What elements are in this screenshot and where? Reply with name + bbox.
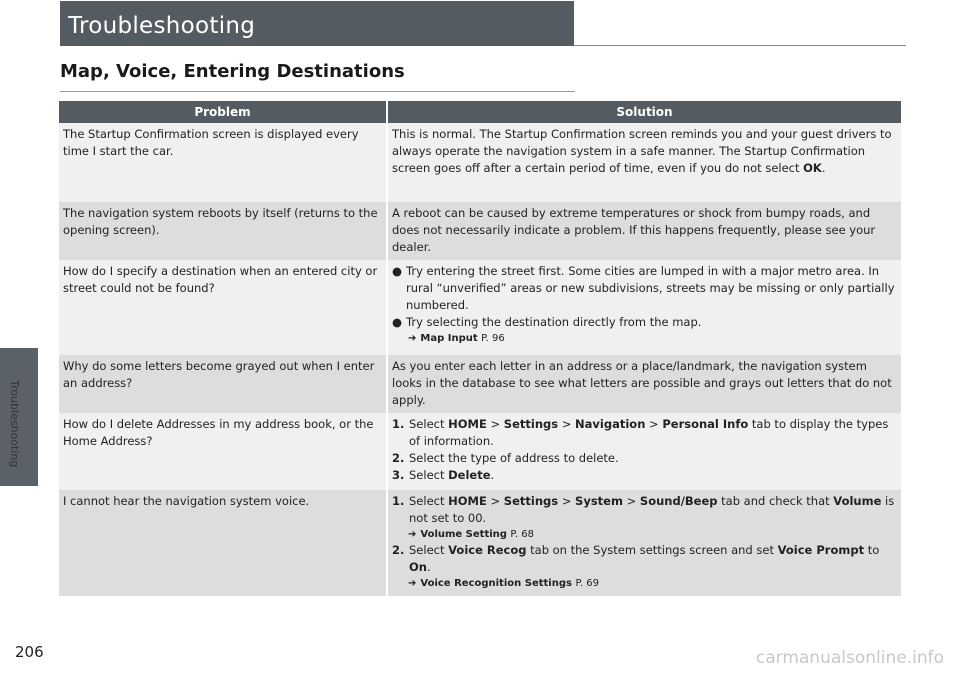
solution-cell [387,490,901,596]
section-title: Map, Voice, Entering Destinations [60,61,405,82]
section-rule [60,91,575,92]
solution-cell: This is normal. The Startup Confirmation screen reminds you and your guest drivers to always operate the navigation system in a safe manner. The Startup Confirmation screen goes off after a certain period of time, even if you do not select OK. [387,123,901,202]
step-item: 2. Select Voice Recog tab on the System settings screen and set Voice Prompt to On. [392,543,880,574]
bullet-item: ● Try selecting the destination directly from the map. [392,315,702,329]
cross-reference-link[interactable]: ➔ Map Input P. 96 [408,333,505,344]
reference-arrow-icon: ➔ [408,529,417,540]
header-bar [60,1,574,46]
side-tab-label: Troubleshooting [8,380,21,468]
table-header-row [59,101,901,123]
step-item: 1. Select HOME > Settings > Navigation > Personal Info tab to display the types of information. [392,417,889,448]
column-header-problem: Problem [59,101,387,123]
problem-cell: I cannot hear the navigation system voice. [59,490,387,596]
solution-cell [387,260,901,355]
problem-cell: The Startup Confirmation screen is displayed every time I start the car. [59,123,387,202]
step-item: 1. Select HOME > Settings > System > Sound/Beep tab and check that Volume is not set to 00. [392,494,895,525]
table-row [59,202,901,260]
table-row [59,355,901,413]
page-number: 206 [15,643,44,661]
problem-cell: The navigation system reboots by itself (returns to the opening screen). [59,202,387,260]
problem-cell: Why do some letters become grayed out when I enter an address? [59,355,387,413]
table-row [59,260,901,355]
page-title: Troubleshooting [68,13,256,39]
step-item: 2. Select the type of address to delete. [392,451,619,465]
column-header-solution: Solution [387,101,901,123]
cross-reference-link[interactable]: ➔ Voice Recognition Settings P. 69 [408,578,599,589]
solution-cell [387,413,901,490]
troubleshooting-table [59,101,901,596]
step-item: 3. Select Delete. [392,468,495,482]
reference-arrow-icon: ➔ [408,578,417,589]
cross-reference-link[interactable]: ➔ Volume Setting P. 68 [408,529,534,540]
solution-cell: A reboot can be caused by extreme temperatures or shock from bumpy roads, and does not necessarily indicate a problem. If this happens frequently, please see your dealer. [387,202,901,260]
table-row [59,413,901,490]
watermark: carmanualsonline.info [755,648,944,668]
bullet-icon: ● [392,264,403,278]
table-row [59,490,901,596]
reference-arrow-icon: ➔ [408,333,417,344]
solution-cell: As you enter each letter in an address or a place/landmark, the navigation system looks in the database to see what letters are possible and grays out letters that do not apply. [387,355,901,413]
header-rule [574,45,906,46]
problem-cell: How do I delete Addresses in my address book, or the Home Address? [59,413,387,490]
side-tab-label-wrap [0,0,38,678]
problem-cell: How do I specify a destination when an entered city or street could not be found? [59,260,387,355]
bullet-icon: ● [392,315,403,329]
table-row [59,123,901,202]
bullet-item: ● Try entering the street first. Some cities are lumped in with a major metro area. In rural “unverified” areas or new subdivisions, streets may be missing or only partially numbered. [392,264,895,312]
